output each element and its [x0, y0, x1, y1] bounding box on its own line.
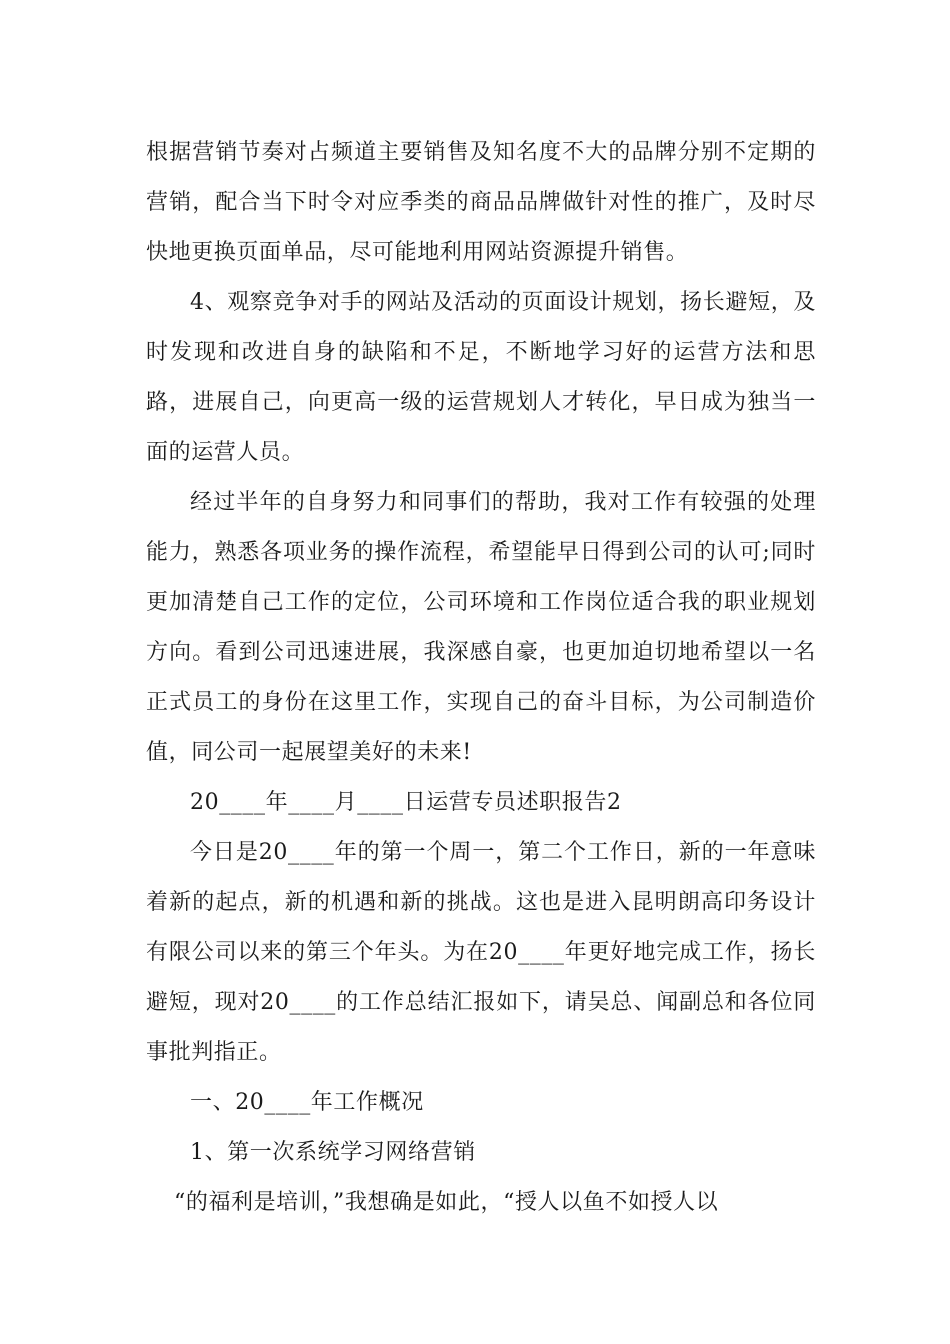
subsection-heading-network-marketing: 1、第一次系统学习网络营销: [190, 1140, 476, 1165]
paragraph-half-year-summary: 经过半年的自身努力和同事们的帮助，我对工作有较强的处理能力，熟悉各项业务的操作流程，希望能早日得到公司的认可;同时更加清楚自己工作的定位，公司环境和工作岗位适合我的职业规划方向。看到公司迅速进展，我深感自豪，也更加迫切地希望以一名正式员工的身份在这里工作，实现自己的奋斗目标，为公司制造价值，同公司一起展望美好的未来!: [146, 490, 816, 765]
section-heading-work-overview: 一、20____年工作概况: [190, 1090, 424, 1115]
paragraph-report-intro: 今日是20____年的第一个周一，第二个工作日，新的一年意味着新的起点，新的机遇和新的挑战。这也是进入昆明朗高印务设计有限公司以来的第三个年头。为在20____年更好地完成工作，扬长避短，现对20____的工作总结汇报如下，请吴总、闻副总和各位同事批判指正。: [146, 840, 816, 1065]
paragraph-competitor-analysis: 4、观察竞争对手的网站及活动的页面设计规划，扬长避短，及时发现和改进自身的缺陷和不足，不断地学习好的运营方法和思路，进展自己，向更高一级的运营规划人才转化，早日成为独当一面的运营人员。: [146, 290, 816, 465]
paragraph-marketing-rhythm: 根据营销节奏对占频道主要销售及知名度不大的品牌分别不定期的营销，配合当下时令对应季类的商品品牌做针对性的推广，及时尽快地更换页面单品，尽可能地利用网站资源提升销售。: [146, 140, 816, 265]
document-body: [146, 128, 816, 1228]
report-title: 20____年____月____日运营专员述职报告2: [190, 790, 622, 815]
paragraph-training-quote: “的福利是培训，”我想确是如此，“授人以鱼不如授人以: [174, 1190, 719, 1215]
